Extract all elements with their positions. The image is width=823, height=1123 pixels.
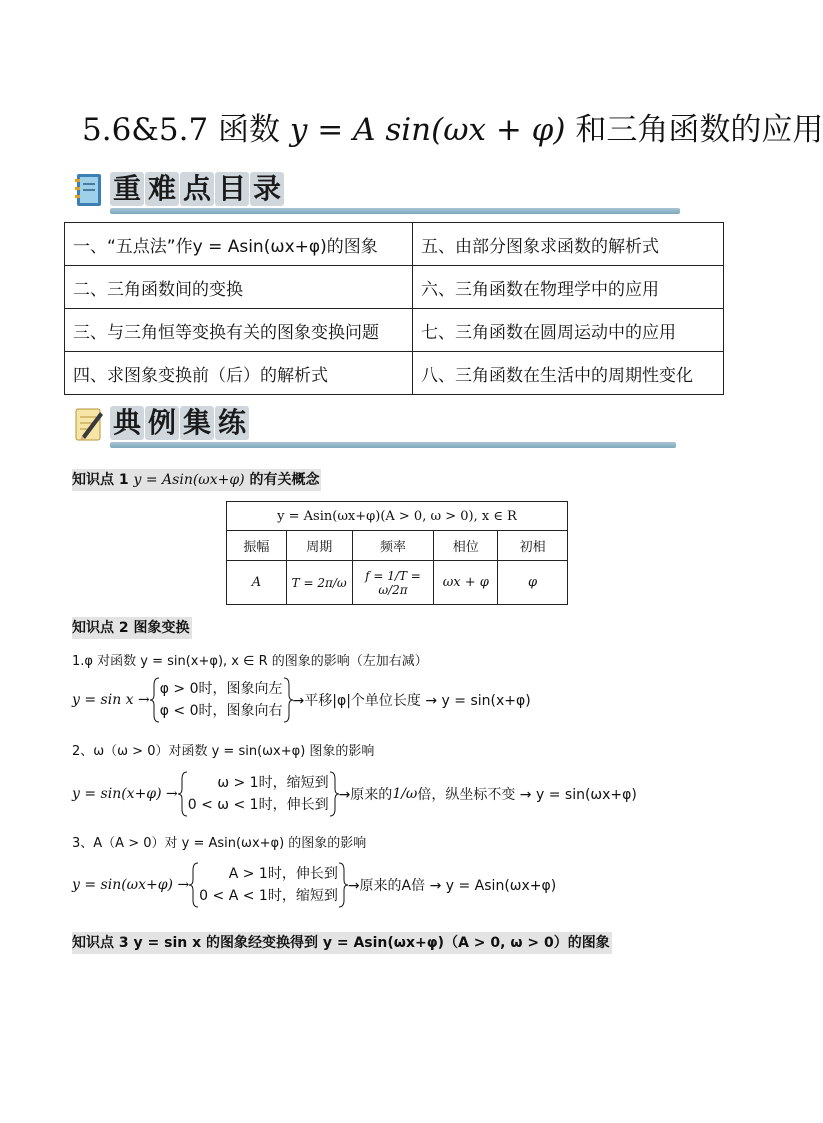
toc-item[interactable]: 一、“五点法”作y = Asin(ωx+φ)的图象 [65, 223, 413, 266]
knowledge-point-1: 知识点 1 y = Asin(ωx+φ) 的有关概念 [72, 469, 321, 491]
transform-2-formula [72, 768, 637, 820]
toc-table [64, 222, 724, 395]
transform-1-formula [72, 676, 531, 724]
table-cell: T = 2π/ω [286, 561, 352, 605]
col-header: 相位 [434, 531, 498, 561]
formula-result: →平移|φ|个单位长度 → y = sin(x+φ) [292, 693, 531, 709]
section-char: 难 [145, 172, 179, 206]
left-brace-icon [178, 771, 188, 817]
page-title: 5.6&5.7 函数 y = A sin(ωx + φ) 和三角函数的应用 [82, 112, 823, 148]
table-row [65, 266, 724, 309]
toc-item[interactable]: 六、三角函数在物理学中的应用 [413, 266, 724, 309]
toc-item[interactable]: 五、由部分图象求函数的解析式 [413, 223, 724, 266]
knowledge-point-3: 知识点 3 y = sin x 的图象经变换得到 y = Asin(ωx+φ)（A > 0, ω > 0）的图象 [72, 932, 612, 954]
section-header-examples [74, 404, 684, 450]
toc-item[interactable]: 二、三角函数间的变换 [65, 266, 413, 309]
section-char: 典 [110, 406, 144, 440]
formula-start: y = sin(x+φ) → [72, 786, 178, 802]
formula-start: y = sin x → [72, 692, 150, 708]
left-brace-icon [150, 677, 160, 723]
left-brace-icon [189, 862, 199, 908]
section-header-toc [74, 170, 684, 216]
toc-item[interactable]: 四、求图象变换前（后）的解析式 [65, 352, 413, 395]
col-header: 周期 [286, 531, 352, 561]
section-char: 重 [110, 172, 144, 206]
section-char: 例 [145, 406, 179, 440]
table-header-formula: y = Asin(ωx+φ)(A > 0, ω > 0), x ∈ R [227, 502, 568, 531]
right-brace-icon [329, 771, 339, 817]
col-header: 初相 [498, 531, 568, 561]
transform-3-heading: 3、A（A > 0）对 y = Asin(ωx+φ) 的图象的影响 [72, 836, 367, 851]
properties-table [226, 501, 568, 605]
case-2: 0 < A < 1时，缩短到 [199, 888, 338, 904]
right-brace-icon [338, 862, 348, 908]
transform-2-heading: 2、ω（ω > 0）对函数 y = sin(ωx+φ) 图象的影响 [72, 744, 375, 759]
table-row [65, 309, 724, 352]
formula-start: y = sin(ωx+φ) → [72, 877, 190, 893]
case-1: A > 1时，伸长到 [228, 866, 338, 882]
table-cell: ωx + φ [434, 561, 498, 605]
col-header: 频率 [352, 531, 434, 561]
transform-3-formula [72, 860, 556, 910]
section-char: 录 [250, 172, 284, 206]
case-1: ω > 1时，缩短到 [217, 775, 329, 791]
table-row [227, 502, 568, 531]
section-rule [110, 208, 680, 214]
table-cell: φ [498, 561, 568, 605]
formula-result: →原来的A倍 → y = Asin(ωx+φ) [347, 878, 557, 894]
notebook-icon [74, 172, 104, 208]
table-cell: A [227, 561, 287, 605]
toc-item[interactable]: 八、三角函数在生活中的周期性变化 [413, 352, 724, 395]
case-2: 0 < ω < 1时，伸长到 [187, 797, 329, 813]
table-cell: f = 1/T = ω/2π [352, 561, 434, 605]
formula-result-b: 倍，纵坐标不变 → y = sin(ωx+φ) [417, 787, 637, 803]
case-1: φ > 0时，图象向左 [159, 681, 283, 697]
toc-item[interactable]: 三、与三角恒等变换有关的图象变换问题 [65, 309, 413, 352]
table-row [65, 223, 724, 266]
case-2: φ < 0时，图象向右 [159, 703, 283, 719]
toc-item[interactable]: 七、三角函数在圆周运动中的应用 [413, 309, 724, 352]
table-row [65, 352, 724, 395]
section-char: 目 [215, 172, 249, 206]
formula-result-a: →原来的 [338, 787, 393, 803]
transform-1-heading: 1.φ 对函数 y = sin(x+φ), x ∈ R 的图象的影响（左加右减） [72, 654, 428, 669]
table-row [227, 531, 568, 561]
table-row [227, 561, 568, 605]
section-char: 点 [180, 172, 214, 206]
knowledge-point-2: 知识点 2 图象变换 [72, 617, 192, 639]
fraction: 1/ω [392, 786, 418, 802]
section-char: 练 [215, 406, 249, 440]
section-rule [110, 442, 676, 448]
pencil-notepad-icon [74, 406, 104, 442]
section-char: 集 [180, 406, 214, 440]
col-header: 振幅 [227, 531, 287, 561]
right-brace-icon [283, 677, 293, 723]
